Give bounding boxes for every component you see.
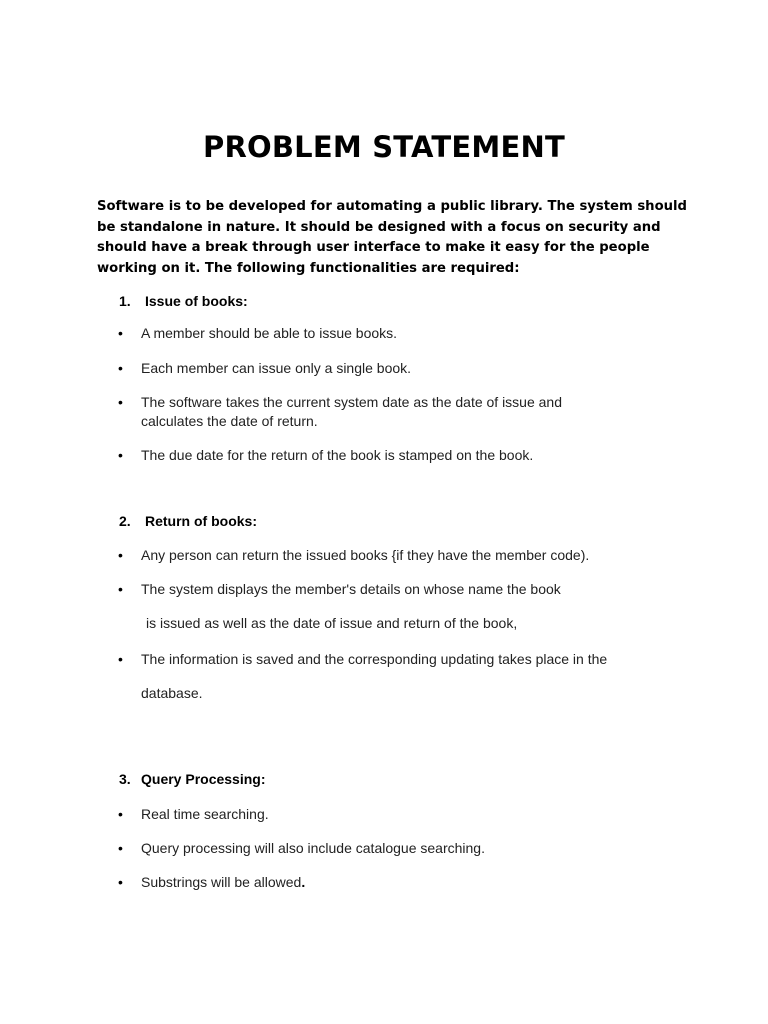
section-number: 3. <box>119 771 131 787</box>
list-item-text: Any person can return the issued books {if they have the member code). <box>141 547 590 563</box>
section-title: Return of books: <box>145 513 257 529</box>
section-heading-return-of-books <box>119 513 257 529</box>
section-heading-issue-of-books <box>119 293 248 309</box>
list-item-text: The information is saved and the corresponding updating takes place in the <box>141 651 608 667</box>
bullet-icon: • <box>118 325 123 341</box>
list-item-text: Each member can issue only a single book. <box>141 360 412 376</box>
bullet-icon: • <box>118 874 123 890</box>
section-heading-query-processing <box>119 771 266 787</box>
list-item-continuation: is issued as well as the date of issue and return of the book, <box>146 615 518 631</box>
bullet-icon: • <box>118 447 123 463</box>
section-number: 1. <box>119 293 131 309</box>
section-number: 2. <box>119 513 131 529</box>
bullet-icon: • <box>118 394 123 410</box>
list-item-trailing-mark: . <box>301 874 306 890</box>
bullet-icon: • <box>118 360 123 376</box>
list-item-text: A member should be able to issue books. <box>141 325 398 341</box>
list-item-text-main: Substrings will be allowed <box>141 874 302 890</box>
page-title: PROBLEM STATEMENT <box>203 130 565 164</box>
list-item-text <box>141 873 661 892</box>
bullet-icon: • <box>118 651 123 667</box>
bullet-icon: • <box>118 806 123 822</box>
section-title: Query Processing: <box>141 771 266 787</box>
list-item-text: The system displays the member's details on whose name the book <box>141 581 561 597</box>
list-item-text: The software takes the current system date as the date of issue and calculates the date of return. <box>141 394 563 429</box>
list-item-text: Query processing will also include catalogue searching. <box>141 840 485 856</box>
list-item-text: The due date for the return of the book is stamped on the book. <box>141 447 534 463</box>
intro-paragraph: Software is to be developed for automating a public library. The system should be standalone in nature. It should be designed with a focus on security and should have a break through user interface to make it easy for the people working on it. The following functionalities are required: <box>97 199 687 276</box>
section-title: Issue of books: <box>145 293 248 309</box>
bullet-icon: • <box>118 840 123 856</box>
bullet-icon: • <box>118 547 123 563</box>
list-item-text: Real time searching. <box>141 806 269 822</box>
bullet-icon: • <box>118 581 123 597</box>
list-item-continuation: database. <box>141 685 203 701</box>
